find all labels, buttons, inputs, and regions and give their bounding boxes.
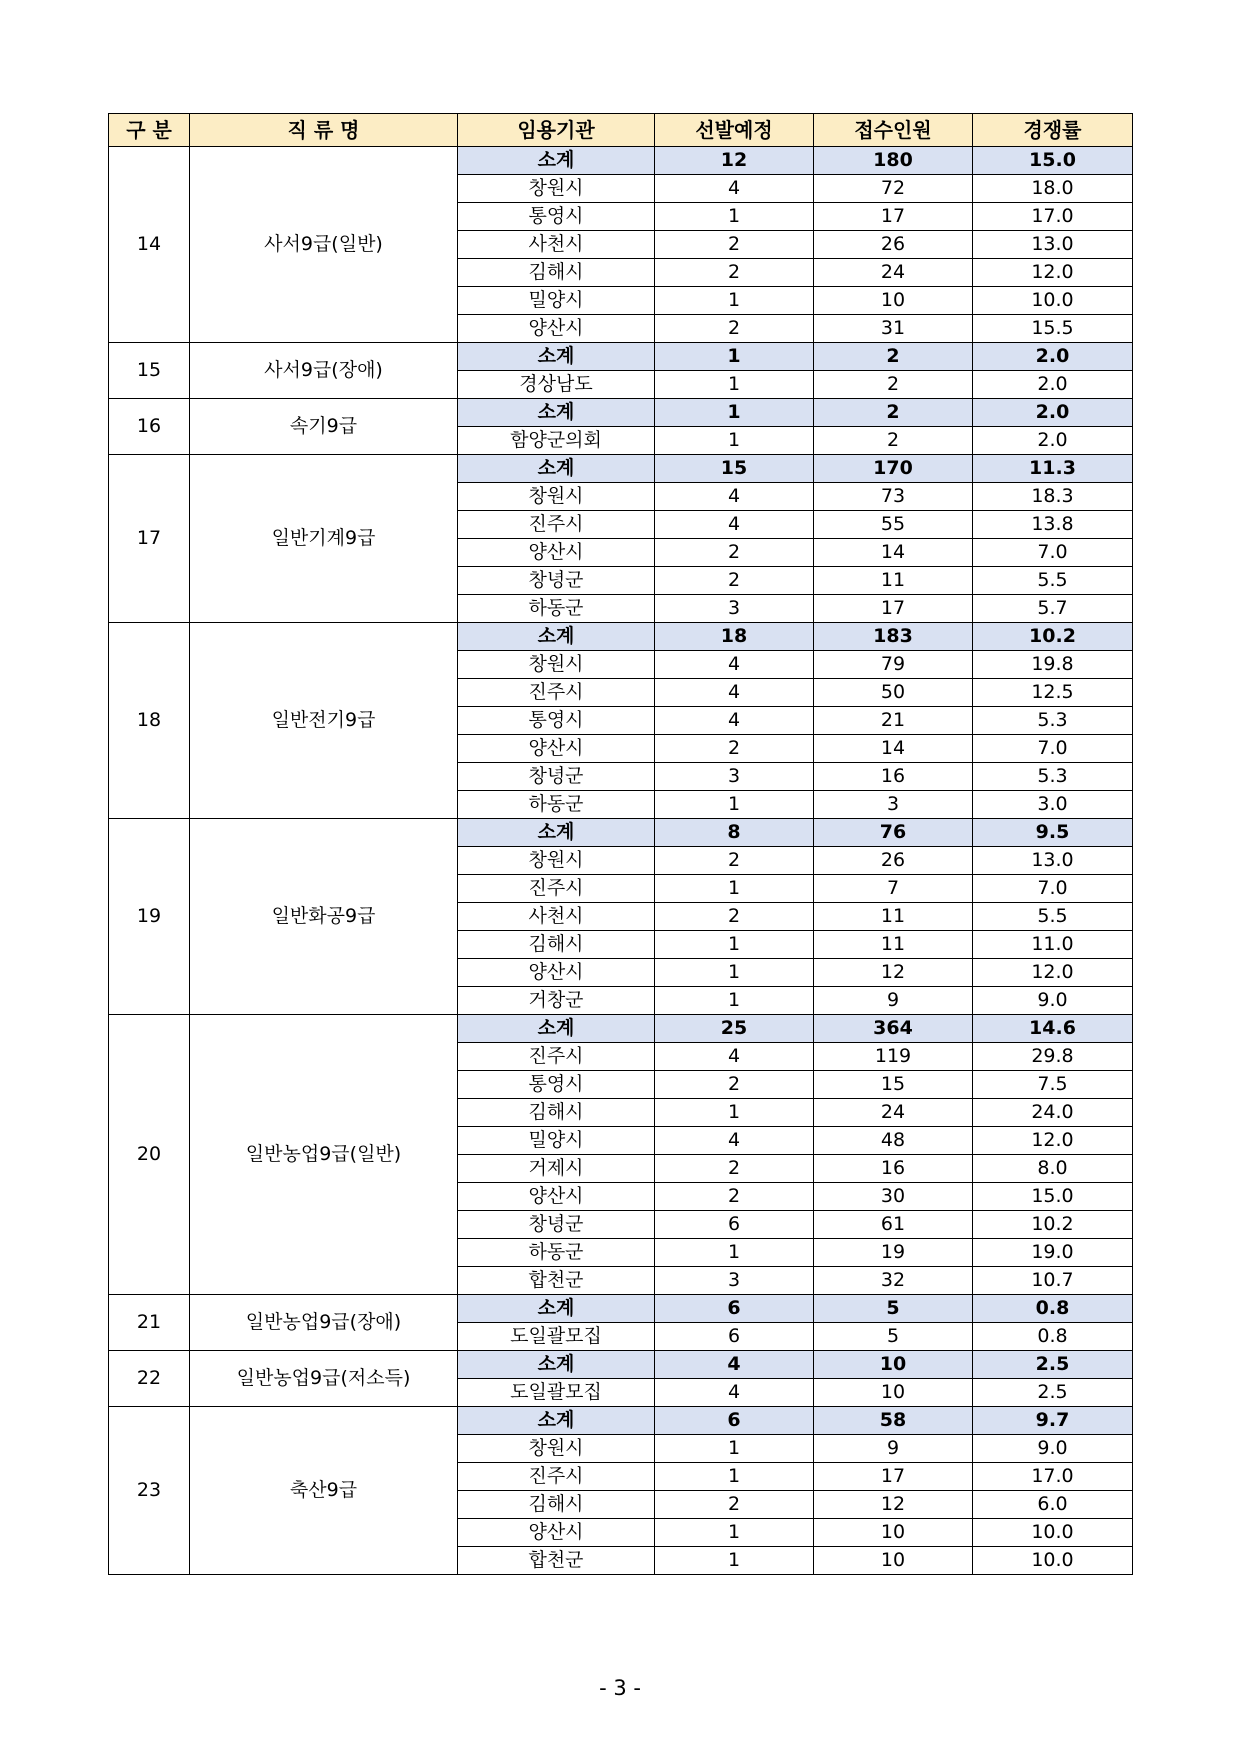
group-number: 16 bbox=[109, 399, 190, 455]
position-name: 일반농업9급(장애) bbox=[190, 1295, 458, 1351]
subtotal-row bbox=[109, 399, 1133, 427]
applicants-cell: 10 bbox=[814, 1519, 973, 1547]
ratio-cell: 18.0 bbox=[973, 175, 1133, 203]
org-cell: 창원시 bbox=[458, 175, 655, 203]
org-cell: 창녕군 bbox=[458, 1211, 655, 1239]
ratio-cell: 10.2 bbox=[973, 1211, 1133, 1239]
planned-cell: 1 bbox=[655, 1519, 814, 1547]
header-org: 임용기관 bbox=[458, 114, 655, 147]
org-cell: 소계 bbox=[458, 1295, 655, 1323]
ratio-cell: 5.5 bbox=[973, 903, 1133, 931]
planned-cell: 1 bbox=[655, 427, 814, 455]
applicants-cell: 17 bbox=[814, 595, 973, 623]
ratio-cell: 7.0 bbox=[973, 735, 1133, 763]
ratio-cell: 5.3 bbox=[973, 707, 1133, 735]
org-cell: 밀양시 bbox=[458, 1127, 655, 1155]
ratio-cell: 10.0 bbox=[973, 1519, 1133, 1547]
ratio-cell: 0.8 bbox=[973, 1323, 1133, 1351]
applicants-cell: 14 bbox=[814, 735, 973, 763]
planned-cell: 1 bbox=[655, 875, 814, 903]
applicants-cell: 16 bbox=[814, 1155, 973, 1183]
position-name: 축산9급 bbox=[190, 1407, 458, 1575]
applicants-cell: 119 bbox=[814, 1043, 973, 1071]
applicants-cell: 19 bbox=[814, 1239, 973, 1267]
ratio-cell: 11.3 bbox=[973, 455, 1133, 483]
org-cell: 창원시 bbox=[458, 483, 655, 511]
planned-cell: 2 bbox=[655, 903, 814, 931]
ratio-cell: 2.0 bbox=[973, 399, 1133, 427]
ratio-cell: 15.5 bbox=[973, 315, 1133, 343]
planned-cell: 3 bbox=[655, 595, 814, 623]
applicants-cell: 72 bbox=[814, 175, 973, 203]
applicants-cell: 2 bbox=[814, 427, 973, 455]
org-cell: 소계 bbox=[458, 1407, 655, 1435]
org-cell: 하동군 bbox=[458, 595, 655, 623]
page-number: - 3 - bbox=[599, 1676, 641, 1700]
ratio-cell: 15.0 bbox=[973, 1183, 1133, 1211]
applicants-cell: 5 bbox=[814, 1295, 973, 1323]
ratio-cell: 0.8 bbox=[973, 1295, 1133, 1323]
ratio-cell: 3.0 bbox=[973, 791, 1133, 819]
org-cell: 하동군 bbox=[458, 1239, 655, 1267]
org-cell: 통영시 bbox=[458, 203, 655, 231]
org-cell: 창원시 bbox=[458, 651, 655, 679]
position-name: 사서9급(일반) bbox=[190, 147, 458, 343]
org-cell: 김해시 bbox=[458, 931, 655, 959]
applicants-cell: 21 bbox=[814, 707, 973, 735]
org-cell: 김해시 bbox=[458, 1491, 655, 1519]
org-cell: 통영시 bbox=[458, 1071, 655, 1099]
position-name: 속기9급 bbox=[190, 399, 458, 455]
applicants-cell: 31 bbox=[814, 315, 973, 343]
applicants-cell: 26 bbox=[814, 231, 973, 259]
planned-cell: 2 bbox=[655, 1183, 814, 1211]
group-number: 20 bbox=[109, 1015, 190, 1295]
applicants-cell: 73 bbox=[814, 483, 973, 511]
applicants-cell: 11 bbox=[814, 567, 973, 595]
subtotal-row bbox=[109, 623, 1133, 651]
ratio-cell: 2.0 bbox=[973, 371, 1133, 399]
planned-cell: 15 bbox=[655, 455, 814, 483]
org-cell: 김해시 bbox=[458, 259, 655, 287]
ratio-cell: 10.2 bbox=[973, 623, 1133, 651]
org-cell: 도일괄모집 bbox=[458, 1379, 655, 1407]
ratio-cell: 2.0 bbox=[973, 343, 1133, 371]
planned-cell: 1 bbox=[655, 343, 814, 371]
planned-cell: 4 bbox=[655, 1043, 814, 1071]
applicants-cell: 79 bbox=[814, 651, 973, 679]
applicants-cell: 17 bbox=[814, 1463, 973, 1491]
org-cell: 소계 bbox=[458, 147, 655, 175]
org-cell: 창녕군 bbox=[458, 567, 655, 595]
applicants-cell: 7 bbox=[814, 875, 973, 903]
org-cell: 양산시 bbox=[458, 315, 655, 343]
ratio-cell: 12.0 bbox=[973, 259, 1133, 287]
planned-cell: 1 bbox=[655, 931, 814, 959]
org-cell: 창녕군 bbox=[458, 763, 655, 791]
org-cell: 소계 bbox=[458, 1351, 655, 1379]
ratio-cell: 5.3 bbox=[973, 763, 1133, 791]
org-cell: 양산시 bbox=[458, 735, 655, 763]
planned-cell: 1 bbox=[655, 203, 814, 231]
ratio-cell: 10.0 bbox=[973, 287, 1133, 315]
planned-cell: 6 bbox=[655, 1323, 814, 1351]
org-cell: 합천군 bbox=[458, 1547, 655, 1575]
planned-cell: 6 bbox=[655, 1295, 814, 1323]
planned-cell: 2 bbox=[655, 735, 814, 763]
applicants-cell: 61 bbox=[814, 1211, 973, 1239]
planned-cell: 2 bbox=[655, 315, 814, 343]
group-number: 22 bbox=[109, 1351, 190, 1407]
subtotal-row bbox=[109, 1295, 1133, 1323]
group-number: 15 bbox=[109, 343, 190, 399]
ratio-cell: 9.0 bbox=[973, 1435, 1133, 1463]
planned-cell: 4 bbox=[655, 511, 814, 539]
ratio-cell: 5.5 bbox=[973, 567, 1133, 595]
planned-cell: 4 bbox=[655, 707, 814, 735]
subtotal-row bbox=[109, 343, 1133, 371]
planned-cell: 4 bbox=[655, 1127, 814, 1155]
org-cell: 밀양시 bbox=[458, 287, 655, 315]
applicants-cell: 76 bbox=[814, 819, 973, 847]
ratio-cell: 7.0 bbox=[973, 875, 1133, 903]
applicants-cell: 364 bbox=[814, 1015, 973, 1043]
header-planned: 선발예정 bbox=[655, 114, 814, 147]
applicants-cell: 11 bbox=[814, 931, 973, 959]
org-cell: 창원시 bbox=[458, 1435, 655, 1463]
ratio-cell: 29.8 bbox=[973, 1043, 1133, 1071]
planned-cell: 2 bbox=[655, 1155, 814, 1183]
ratio-cell: 12.5 bbox=[973, 679, 1133, 707]
ratio-cell: 17.0 bbox=[973, 203, 1133, 231]
ratio-cell: 9.5 bbox=[973, 819, 1133, 847]
planned-cell: 18 bbox=[655, 623, 814, 651]
planned-cell: 2 bbox=[655, 567, 814, 595]
ratio-cell: 7.0 bbox=[973, 539, 1133, 567]
org-cell: 하동군 bbox=[458, 791, 655, 819]
position-name: 일반화공9급 bbox=[190, 819, 458, 1015]
group-number: 17 bbox=[109, 455, 190, 623]
ratio-cell: 2.5 bbox=[973, 1351, 1133, 1379]
table-body bbox=[109, 147, 1133, 1575]
planned-cell: 8 bbox=[655, 819, 814, 847]
applicants-cell: 9 bbox=[814, 987, 973, 1015]
header-num: 구 분 bbox=[109, 114, 190, 147]
planned-cell: 1 bbox=[655, 287, 814, 315]
applicants-cell: 26 bbox=[814, 847, 973, 875]
applicants-cell: 50 bbox=[814, 679, 973, 707]
ratio-cell: 14.6 bbox=[973, 1015, 1133, 1043]
subtotal-row bbox=[109, 1407, 1133, 1435]
applicants-cell: 17 bbox=[814, 203, 973, 231]
applicants-cell: 170 bbox=[814, 455, 973, 483]
planned-cell: 2 bbox=[655, 539, 814, 567]
group-number: 14 bbox=[109, 147, 190, 343]
applicants-cell: 180 bbox=[814, 147, 973, 175]
ratio-cell: 9.7 bbox=[973, 1407, 1133, 1435]
applicants-cell: 55 bbox=[814, 511, 973, 539]
applicants-cell: 183 bbox=[814, 623, 973, 651]
planned-cell: 12 bbox=[655, 147, 814, 175]
ratio-cell: 2.0 bbox=[973, 427, 1133, 455]
applicants-cell: 5 bbox=[814, 1323, 973, 1351]
applicants-cell: 10 bbox=[814, 1547, 973, 1575]
group-number: 18 bbox=[109, 623, 190, 819]
org-cell: 경상남도 bbox=[458, 371, 655, 399]
applicants-cell: 2 bbox=[814, 343, 973, 371]
ratio-cell: 2.5 bbox=[973, 1379, 1133, 1407]
position-name: 일반농업9급(일반) bbox=[190, 1015, 458, 1295]
org-cell: 소계 bbox=[458, 623, 655, 651]
ratio-cell: 6.0 bbox=[973, 1491, 1133, 1519]
planned-cell: 2 bbox=[655, 1491, 814, 1519]
planned-cell: 4 bbox=[655, 483, 814, 511]
planned-cell: 1 bbox=[655, 1547, 814, 1575]
group-number: 23 bbox=[109, 1407, 190, 1575]
planned-cell: 4 bbox=[655, 175, 814, 203]
org-cell: 양산시 bbox=[458, 1183, 655, 1211]
ratio-cell: 18.3 bbox=[973, 483, 1133, 511]
table-header-row bbox=[109, 114, 1133, 147]
planned-cell: 6 bbox=[655, 1211, 814, 1239]
header-ratio: 경쟁률 bbox=[973, 114, 1133, 147]
org-cell: 소계 bbox=[458, 1015, 655, 1043]
ratio-cell: 12.0 bbox=[973, 1127, 1133, 1155]
applicants-cell: 9 bbox=[814, 1435, 973, 1463]
ratio-cell: 7.5 bbox=[973, 1071, 1133, 1099]
subtotal-row bbox=[109, 147, 1133, 175]
org-cell: 김해시 bbox=[458, 1099, 655, 1127]
position-name: 일반전기9급 bbox=[190, 623, 458, 819]
ratio-cell: 13.8 bbox=[973, 511, 1133, 539]
ratio-cell: 17.0 bbox=[973, 1463, 1133, 1491]
planned-cell: 2 bbox=[655, 231, 814, 259]
subtotal-row bbox=[109, 455, 1133, 483]
org-cell: 도일괄모집 bbox=[458, 1323, 655, 1351]
applicants-cell: 12 bbox=[814, 1491, 973, 1519]
org-cell: 소계 bbox=[458, 819, 655, 847]
planned-cell: 1 bbox=[655, 1239, 814, 1267]
planned-cell: 3 bbox=[655, 1267, 814, 1295]
ratio-cell: 9.0 bbox=[973, 987, 1133, 1015]
planned-cell: 4 bbox=[655, 1351, 814, 1379]
org-cell: 함양군의회 bbox=[458, 427, 655, 455]
position-name: 사서9급(장애) bbox=[190, 343, 458, 399]
org-cell: 진주시 bbox=[458, 875, 655, 903]
applicants-cell: 3 bbox=[814, 791, 973, 819]
org-cell: 진주시 bbox=[458, 511, 655, 539]
ratio-cell: 10.7 bbox=[973, 1267, 1133, 1295]
ratio-cell: 19.0 bbox=[973, 1239, 1133, 1267]
planned-cell: 2 bbox=[655, 1071, 814, 1099]
applicants-cell: 30 bbox=[814, 1183, 973, 1211]
org-cell: 양산시 bbox=[458, 959, 655, 987]
planned-cell: 1 bbox=[655, 791, 814, 819]
subtotal-row bbox=[109, 1015, 1133, 1043]
planned-cell: 25 bbox=[655, 1015, 814, 1043]
applicants-cell: 24 bbox=[814, 1099, 973, 1127]
org-cell: 진주시 bbox=[458, 1043, 655, 1071]
applicants-cell: 12 bbox=[814, 959, 973, 987]
position-name: 일반농업9급(저소득) bbox=[190, 1351, 458, 1407]
org-cell: 창원시 bbox=[458, 847, 655, 875]
ratio-cell: 13.0 bbox=[973, 847, 1133, 875]
org-cell: 사천시 bbox=[458, 903, 655, 931]
header-applicants: 접수인원 bbox=[814, 114, 973, 147]
org-cell: 양산시 bbox=[458, 539, 655, 567]
planned-cell: 4 bbox=[655, 651, 814, 679]
applicants-cell: 10 bbox=[814, 1379, 973, 1407]
org-cell: 거제시 bbox=[458, 1155, 655, 1183]
org-cell: 합천군 bbox=[458, 1267, 655, 1295]
org-cell: 소계 bbox=[458, 399, 655, 427]
org-cell: 소계 bbox=[458, 455, 655, 483]
planned-cell: 4 bbox=[655, 679, 814, 707]
planned-cell: 1 bbox=[655, 371, 814, 399]
org-cell: 양산시 bbox=[458, 1519, 655, 1547]
org-cell: 통영시 bbox=[458, 707, 655, 735]
org-cell: 소계 bbox=[458, 343, 655, 371]
applicants-cell: 11 bbox=[814, 903, 973, 931]
ratio-cell: 10.0 bbox=[973, 1547, 1133, 1575]
applicants-cell: 14 bbox=[814, 539, 973, 567]
group-number: 21 bbox=[109, 1295, 190, 1351]
planned-cell: 1 bbox=[655, 959, 814, 987]
applicants-cell: 10 bbox=[814, 1351, 973, 1379]
planned-cell: 1 bbox=[655, 1463, 814, 1491]
org-cell: 진주시 bbox=[458, 679, 655, 707]
subtotal-row bbox=[109, 819, 1133, 847]
applicants-cell: 10 bbox=[814, 287, 973, 315]
group-number: 19 bbox=[109, 819, 190, 1015]
planned-cell: 2 bbox=[655, 847, 814, 875]
org-cell: 진주시 bbox=[458, 1463, 655, 1491]
planned-cell: 1 bbox=[655, 399, 814, 427]
applicants-cell: 32 bbox=[814, 1267, 973, 1295]
planned-cell: 1 bbox=[655, 987, 814, 1015]
applicants-cell: 58 bbox=[814, 1407, 973, 1435]
planned-cell: 4 bbox=[655, 1379, 814, 1407]
applicants-cell: 48 bbox=[814, 1127, 973, 1155]
recruitment-table bbox=[108, 113, 1133, 1575]
planned-cell: 1 bbox=[655, 1435, 814, 1463]
ratio-cell: 5.7 bbox=[973, 595, 1133, 623]
ratio-cell: 13.0 bbox=[973, 231, 1133, 259]
position-name: 일반기계9급 bbox=[190, 455, 458, 623]
org-cell: 거창군 bbox=[458, 987, 655, 1015]
ratio-cell: 8.0 bbox=[973, 1155, 1133, 1183]
planned-cell: 1 bbox=[655, 1099, 814, 1127]
planned-cell: 6 bbox=[655, 1407, 814, 1435]
applicants-cell: 24 bbox=[814, 259, 973, 287]
planned-cell: 2 bbox=[655, 259, 814, 287]
ratio-cell: 15.0 bbox=[973, 147, 1133, 175]
ratio-cell: 19.8 bbox=[973, 651, 1133, 679]
applicants-cell: 15 bbox=[814, 1071, 973, 1099]
applicants-cell: 16 bbox=[814, 763, 973, 791]
org-cell: 사천시 bbox=[458, 231, 655, 259]
applicants-cell: 2 bbox=[814, 371, 973, 399]
planned-cell: 3 bbox=[655, 763, 814, 791]
ratio-cell: 24.0 bbox=[973, 1099, 1133, 1127]
header-position: 직 류 명 bbox=[190, 114, 458, 147]
ratio-cell: 11.0 bbox=[973, 931, 1133, 959]
applicants-cell: 2 bbox=[814, 399, 973, 427]
ratio-cell: 12.0 bbox=[973, 959, 1133, 987]
subtotal-row bbox=[109, 1351, 1133, 1379]
